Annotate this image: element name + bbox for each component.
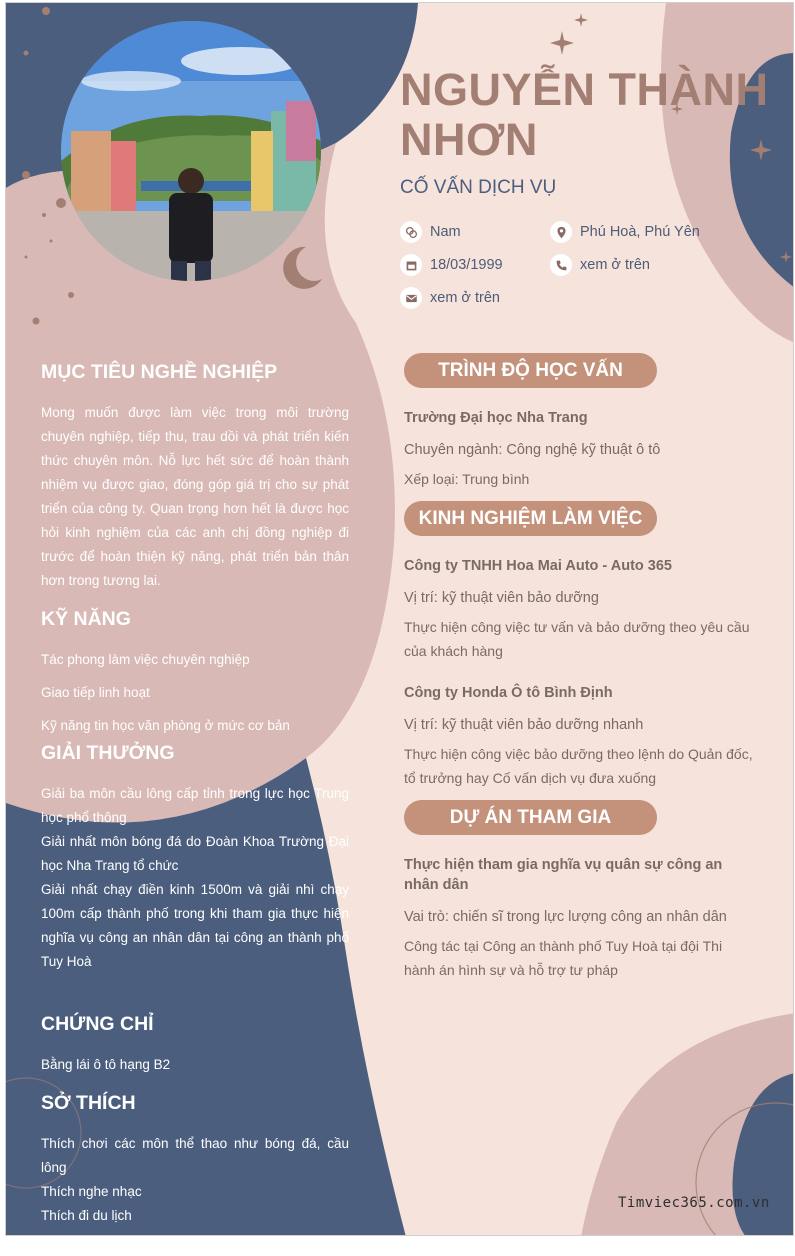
- objective-section: [41, 361, 349, 593]
- hobby-item: Thích đi du lịch: [41, 1208, 132, 1223]
- hobby-item: Thích nghe nhạc: [41, 1184, 142, 1199]
- address-value: Phú Hoà, Phú Yên: [580, 224, 700, 240]
- skill-item: Giao tiếp linh hoạt: [41, 685, 150, 700]
- awards-heading: GIẢI THƯỞNG: [41, 742, 175, 764]
- project-title: Thực hiện tham gia nghĩa vụ quân sự công an nhân dân: [404, 857, 723, 893]
- projects-heading: DỰ ÁN THAM GIA: [404, 800, 657, 835]
- project-description: Công tác tại Công an thành phố Tuy Hoà tại đội Thi hành án hình sự và hỗ trợ tư pháp: [404, 938, 723, 978]
- certificates-heading: CHỨNG CHỈ: [41, 1013, 154, 1035]
- job-company: Công ty Honda Ô tô Bình Định: [404, 685, 613, 701]
- skill-item: Kỹ năng tin học văn phòng ở mức cơ bản: [41, 718, 290, 733]
- certificate-item: Bằng lái ô tô hạng B2: [41, 1057, 171, 1072]
- phone-value: xem ở trên: [580, 257, 650, 273]
- profile-photo: [61, 21, 321, 281]
- objective-heading: MỤC TIÊU NGHỀ NGHIỆP: [41, 361, 278, 383]
- skills-section: [41, 608, 349, 738]
- cv-page: [5, 2, 794, 1236]
- hobbies-heading: SỞ THÍCH: [41, 1092, 136, 1114]
- award-item: Giải nhất môn bóng đá do Đoàn Khoa Trường Đại học Nha Trang tổ chức: [41, 834, 349, 873]
- job-role: Vị trí: kỹ thuật viên bảo dưỡng: [404, 590, 599, 606]
- moon-icon: [276, 243, 326, 293]
- experience-heading: KINH NGHIỆM LÀM VIỆC: [404, 501, 657, 536]
- location-icon: [550, 221, 572, 243]
- job-company: Công ty TNHH Hoa Mai Auto - Auto 365: [404, 558, 672, 574]
- job-role: Vị trí: kỹ thuật viên bảo dưỡng nhanh: [404, 717, 644, 733]
- gender-icon: [400, 221, 422, 243]
- email-row: [400, 287, 500, 309]
- hobby-item: Thích chơi các môn thể thao như bóng đá, cầu lông: [41, 1136, 349, 1175]
- email-icon: [400, 287, 422, 309]
- star-icon: [574, 13, 588, 27]
- school-name: Trường Đại học Nha Trang: [404, 410, 588, 426]
- award-item: Giải ba môn cầu lông cấp tỉnh trong lực học Trung học phổ thông: [41, 786, 349, 825]
- watermark: Timviec365.com.vn: [618, 1195, 770, 1211]
- birthday-value: 18/03/1999: [430, 257, 503, 273]
- phone-row: [550, 254, 650, 276]
- hobbies-section: [41, 1092, 349, 1228]
- calendar-icon: [400, 254, 422, 276]
- education-grade: Xếp loại: Trung bình: [404, 471, 530, 487]
- gender-row: [400, 221, 461, 243]
- candidate-name: NGUYỄN THÀNH NHƠN: [400, 64, 769, 165]
- skill-item: Tác phong làm việc chuyên nghiệp: [41, 652, 250, 667]
- job-description: Thực hiện công việc tư vấn và bảo dưỡng theo yêu cầu của khách hàng: [404, 619, 750, 659]
- education-heading: TRÌNH ĐỘ HỌC VẤN: [404, 353, 657, 388]
- job-description: Thực hiện công việc bảo dưỡng theo lệnh do Quản đốc, tổ trưởng hay Cố vấn dịch vụ đưa xuống: [404, 746, 753, 786]
- gender-value: Nam: [430, 224, 461, 240]
- award-item: Giải nhất chạy điền kinh 1500m và giải nhì chạy 100m cấp thành phố trong khi tham gia thực hiện nghĩa vụ công an nhân dân tại công an thành phố Tuy Hoà: [41, 882, 349, 969]
- phone-icon: [550, 254, 572, 276]
- star-icon: [780, 251, 792, 263]
- awards-section: [41, 742, 349, 974]
- job-title: CỐ VẤN DỊCH VỤ: [400, 177, 557, 198]
- education-major: Chuyên ngành: Công nghệ kỹ thuật ô tô: [404, 442, 661, 458]
- project-role: Vai trò: chiến sĩ trong lực lượng công an nhân dân: [404, 909, 727, 925]
- star-icon: [550, 31, 574, 55]
- email-value: xem ở trên: [430, 290, 500, 306]
- certificates-section: [41, 1013, 349, 1077]
- address-row: [550, 221, 700, 243]
- skills-heading: KỸ NĂNG: [41, 608, 131, 630]
- birthday-row: [400, 254, 503, 276]
- objective-text: Mong muốn được làm việc trong môi trường chuyên nghiệp, tiếp thu, trau dồi và phát triển kiến thức chuyên môn. Nỗ lực hết sức để hoàn thành nhiệm vụ được giao, đóng góp giá trị cho sự phát triển của công ty. Quan trọng hơn hết là được học hỏi kinh nghiệm của các anh chị đồng nghiệp đi trước để hoàn thiện kỹ năng, phát triển bản thân hơn trong tương lai.: [41, 405, 349, 588]
